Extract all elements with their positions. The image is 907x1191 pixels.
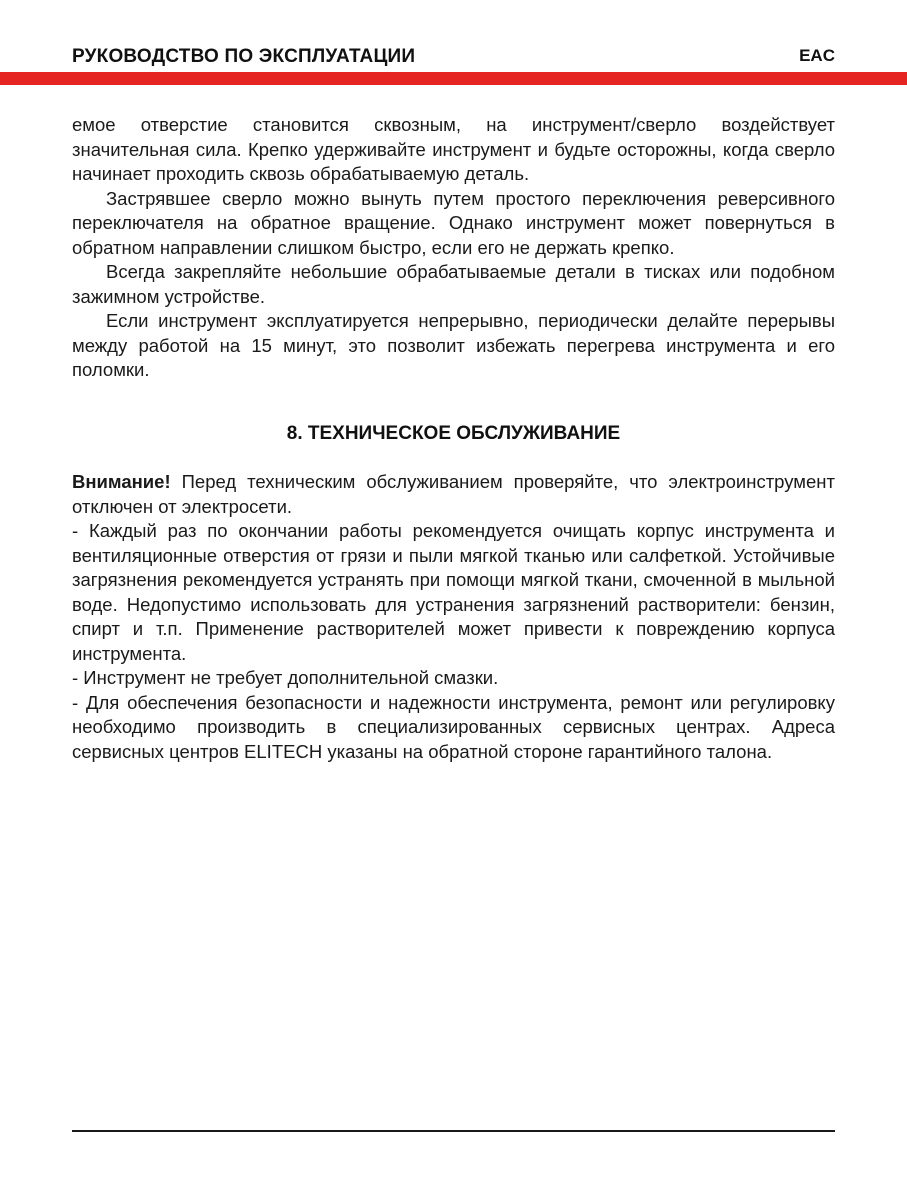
page-header xyxy=(72,46,835,70)
warning-paragraph xyxy=(72,470,835,519)
paragraph-breaks: Если инструмент эксплуатируется непрерывно, периодически делайте перерывы между работой на 15 минут, это позволит избежать перегрева инструмента и его поломки. xyxy=(72,310,835,380)
footer-divider xyxy=(72,1130,835,1132)
list-item: - Для обеспечения безопасности и надежности инструмента, ремонт или регулировку необходимо производить в специализированных сервисных центрах. Адреса сервисных центров ELITECH указаны на обратной стороне гарантийного талона. xyxy=(72,691,835,762)
warning-label: Внимание! xyxy=(72,471,171,492)
paragraph-continuation: емое отверстие становится сквозным, на инструмент/сверло воздействует значительная сила. Крепко удерживайте инструмент и будьте осторожны, когда сверло начинает проходить сквозь обрабатываемую деталь. xyxy=(72,114,835,184)
maintenance-text-block xyxy=(72,470,835,764)
list-item: - Инструмент не требует дополнительной смазки. xyxy=(72,667,499,688)
paragraph-stuck-drill: Застрявшее сверло можно вынуть путем простого переключения реверсивного переключателя на обратное вращение. Однако инструмент может повернуться в обратном направлении слишком быстро, если его не держать крепко. xyxy=(72,187,835,258)
intro-text-block xyxy=(72,113,835,383)
eac-certification-mark: EAC xyxy=(799,46,835,65)
paragraph-clamp-workpiece: Всегда закрепляйте небольшие обрабатываемые детали в тисках или подобном зажимном устройстве. xyxy=(72,261,835,307)
document-title: РУКОВОДСТВО ПО ЭКСПЛУАТАЦИИ xyxy=(72,46,416,67)
header-accent-bar xyxy=(0,72,907,85)
section-heading: 8. ТЕХНИЧЕСКОЕ ОБСЛУЖИВАНИЕ xyxy=(286,423,621,444)
warning-text: Перед техническим обслуживанием проверяйте, что электроинструмент отключен от электросети. xyxy=(72,471,835,517)
list-item: - Каждый раз по окончании работы рекомендуется очищать корпус инструмента и вентиляционные отверстия от грязи и пыли мягкой тканью или салфеткой. Устойчивые загрязнения рекомендуется устранять при помощи мягкой ткани, смоченной в мыльной воде. Недопустимо использовать для устранения загрязнений растворители: бензин, спирт и т.п. Применение растворителей может привести к повреждению корпуса инструмента. xyxy=(72,520,835,664)
